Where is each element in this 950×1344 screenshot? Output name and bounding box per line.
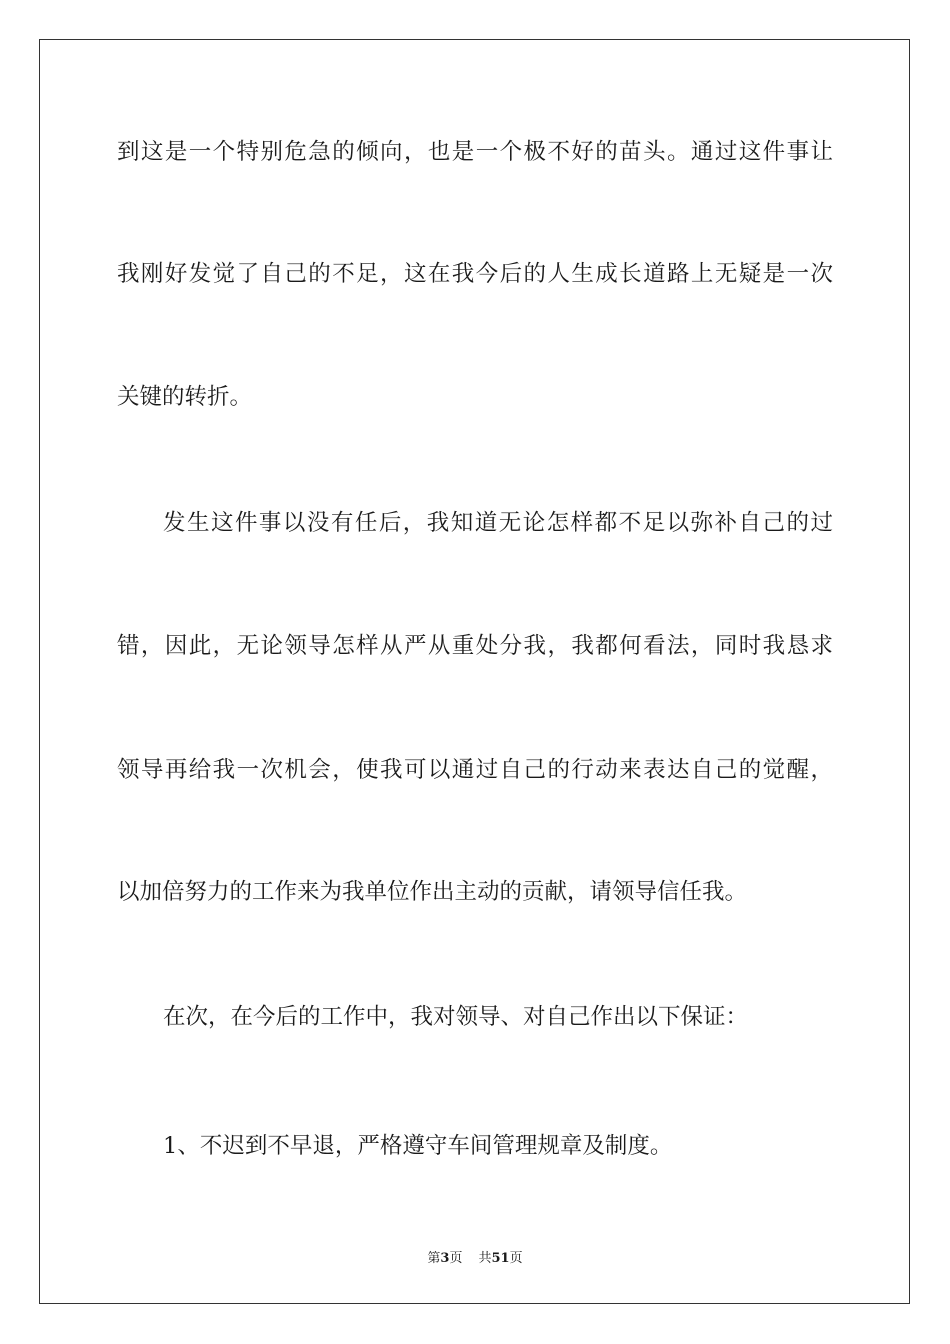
page-prefix: 第 <box>427 1251 441 1266</box>
page-suffix: 页 <box>449 1251 463 1266</box>
page-frame <box>39 39 910 1304</box>
paragraph-line: 我刚好发觉了自己的不足，这在我今后的人生成长道路上无疑是一次 <box>117 261 833 287</box>
total-pages: 51 <box>491 1251 510 1266</box>
paragraph-line: 到这是一个特别危急的倾向，也是一个极不好的苗头。通过这件事让 <box>117 139 833 165</box>
paragraph-line: 发生这件事以没有任后，我知道无论怎样都不足以弥补自己的过 <box>163 510 833 536</box>
paragraph-line: 1、不迟到不早退，严格遵守车间管理规章及制度。 <box>163 1133 673 1159</box>
paragraph-line: 关键的转折。 <box>117 384 253 410</box>
page-footer <box>0 1247 950 1266</box>
paragraph-line: 领导再给我一次机会，使我可以通过自己的行动来表达自己的觉醒， <box>117 757 833 783</box>
paragraph-line: 以加倍努力的工作来为我单位作出主动的贡献，请领导信任我。 <box>117 879 748 905</box>
total-prefix: 共 <box>478 1251 492 1266</box>
paragraph-line: 错，因此，无论领导怎样从严从重处分我，我都何看法，同时我恳求 <box>117 633 833 659</box>
paragraph-line: 在次，在今后的工作中，我对领导、对自己作出以下保证： <box>163 1004 749 1030</box>
total-suffix: 页 <box>509 1251 523 1266</box>
page-number: 3 <box>440 1251 450 1266</box>
